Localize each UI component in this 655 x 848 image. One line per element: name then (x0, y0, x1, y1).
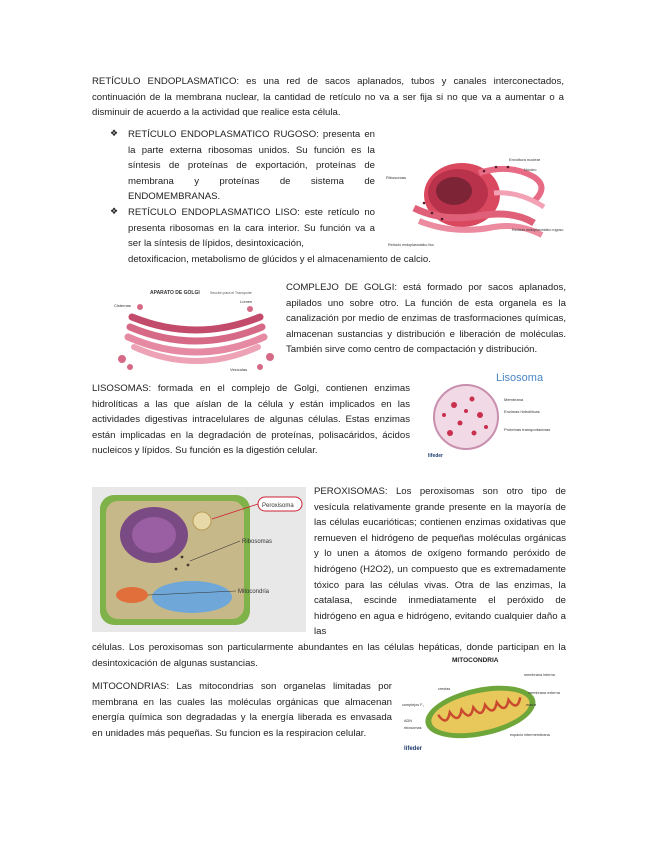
golgi-label-lumen: Lúmen (240, 299, 253, 304)
peroxisome-continuation-text: células. Los peroxisomas son particularmente abundantes en las células hepáticas, donde participan en la desintoxicación de algunas sustancias. (92, 642, 566, 669)
golgi-figure-title: APARATO DE GOLGI (150, 290, 200, 296)
mitochondria-paragraph (92, 679, 392, 741)
er-intro-paragraph (92, 74, 564, 121)
peroxisome-label-mitocondria: Mitocondria (238, 589, 270, 595)
lysosome-label-proteinas: Proteínas transportadoras (504, 427, 551, 432)
mito-label-membrana-externa: membrana externa (528, 691, 560, 695)
lysosome-watermark: lifeder (428, 453, 444, 459)
er-label-nucleo: Núcleo (524, 167, 537, 172)
mitochondria-illustration (400, 654, 566, 756)
peroxisome-label-ribosomas: Ribosomas (242, 539, 273, 545)
bullet-rough-er-text: RETÍCULO ENDOPLASMATICO RUGOSO: presenta en la parte externa ribosomas unidos. Su función es la síntesis de proteínas de exportación, proteínas de membrana y proteínas de sistema de ENDOMEMBRANAS. (128, 129, 375, 203)
peroxisome-label-peroxisoma: Peroxisoma (262, 503, 294, 509)
mitochondria-figure (400, 654, 566, 756)
mitochondria-text: MITOCONDRIAS: Las mitocondrias son organelas limitadas por membrana en las cuales las moléculas orgánicas que almacenan energía química son degradadas y la energía liberada es envasada en unidades más pequeñas. Su funcion es la respiracion celular. (92, 681, 392, 739)
lysosome-text: LISOSOMAS: formada en el complejo de Golgi, contienen enzimas hidrolíticas a las que aíslan de la célula y están implicados en las actividades digestivas intracelulares de algunas células. Estas enzimas están implicadas en la degradación de proteínas, polisacáridos, ácidos nucleicos y lípidos. Su función es la digestión celular. (92, 383, 410, 457)
golgi-text: COMPLEJO DE GOLGI: está formado por sacos aplanados, apilados uno sobre otro. La función de esta organela es la canalización por medio de enzimas de trasformaciones químicas, almacenan sustancias y distribución e liberación de moléculas. También sirve como centro de compactación y distribución. (286, 282, 566, 356)
mito-label-adn: ADN (404, 719, 413, 723)
er-figure (384, 153, 564, 249)
er-label-rer: Retículo endoplasmático rugoso (512, 228, 564, 232)
mitochondria-figure-title: MITOCONDRIA (452, 657, 499, 664)
mito-label-espacio: espacio intermembrana (510, 733, 550, 737)
mito-label-matriz: matriz (526, 703, 537, 707)
lysosome-figure (424, 367, 566, 459)
er-intro-text: RETÍCULO ENDOPLASMATICO: es una red de sacos aplanados, tubos y canales interconectados, continuación de la membrana nuclear, la cantidad de retículo no va a ser fija si no que va a aumentar o a disminuir de acuerdo a la actividad que realice esta célula. (92, 76, 564, 119)
golgi-paragraph (286, 280, 566, 358)
diamond-bullet-icon: ❖ (110, 129, 119, 139)
golgi-figure-subtitle: Sección para el Transporte (210, 291, 252, 295)
diamond-bullet-icon: ❖ (110, 206, 119, 217)
lysosome-illustration (424, 367, 566, 459)
mitochondria-watermark: lifeder (404, 746, 423, 752)
lysosome-label-membrana: Membrana (504, 397, 524, 402)
bullet-smooth-er (110, 205, 375, 252)
er-label-ser: Retículo endoplasmático liso (388, 243, 434, 247)
mito-label-membrana-interna: membrana interna (524, 673, 555, 677)
golgi-illustration (110, 287, 282, 375)
mito-label-ribosomas: ribosomas (404, 726, 422, 730)
peroxisome-text: PEROXISOMAS: Los peroxisomas son otro tipo de vesícula relativamente grande presente en la mayoría de las células eucarióticas; contienen enzimas oxidativas que remueven el hidrógeno de pequeñas moléculas orgánicas y lo unen a átomos de oxígeno formando peróxido de hidrógeno (H2O2), un compuesto que es extremadamente tóxico para las células vivas. Otra de las enzimas, la catalasa, escinde inmediatamente el peróxido de hidrógeno en agua e hidrógeno, evitando cualquier daño a las (314, 486, 566, 638)
lysosome-figure-title: Lisosoma (496, 372, 544, 384)
er-label-envoltura: Envoltura nuclear (509, 157, 541, 162)
er-continuation (128, 252, 568, 268)
er-continuation-text: detoxificacion, metabolismo de glúcidos y el almacenamiento de calcio. (128, 254, 431, 265)
golgi-label-cisternas: Cisternas (114, 303, 131, 308)
er-bullet-list (110, 127, 375, 252)
bullet-smooth-er-text: RETÍCULO ENDOPLASMATICO LISO: este retículo no presenta ribosomas en la cara interior. Su función va a ser la síntesis de lípidos, desintoxicación, (128, 206, 375, 250)
mito-label-complejos: complejos F₁ (402, 703, 424, 707)
lysosome-label-enzimas: Enzimas hidrolíticas (504, 409, 540, 414)
bullet-rough-er (110, 127, 375, 205)
er-label-ribosomas: Ribosomas (386, 175, 407, 180)
mito-label-crestas: crestas (438, 687, 451, 691)
peroxisome-figure (92, 487, 306, 632)
lysosome-paragraph (92, 381, 410, 459)
golgi-label-vesiculas: Vesículas (230, 367, 248, 372)
er-illustration (384, 153, 564, 249)
peroxisome-paragraph (314, 484, 566, 640)
golgi-figure (110, 287, 282, 375)
peroxisome-illustration (92, 487, 306, 632)
